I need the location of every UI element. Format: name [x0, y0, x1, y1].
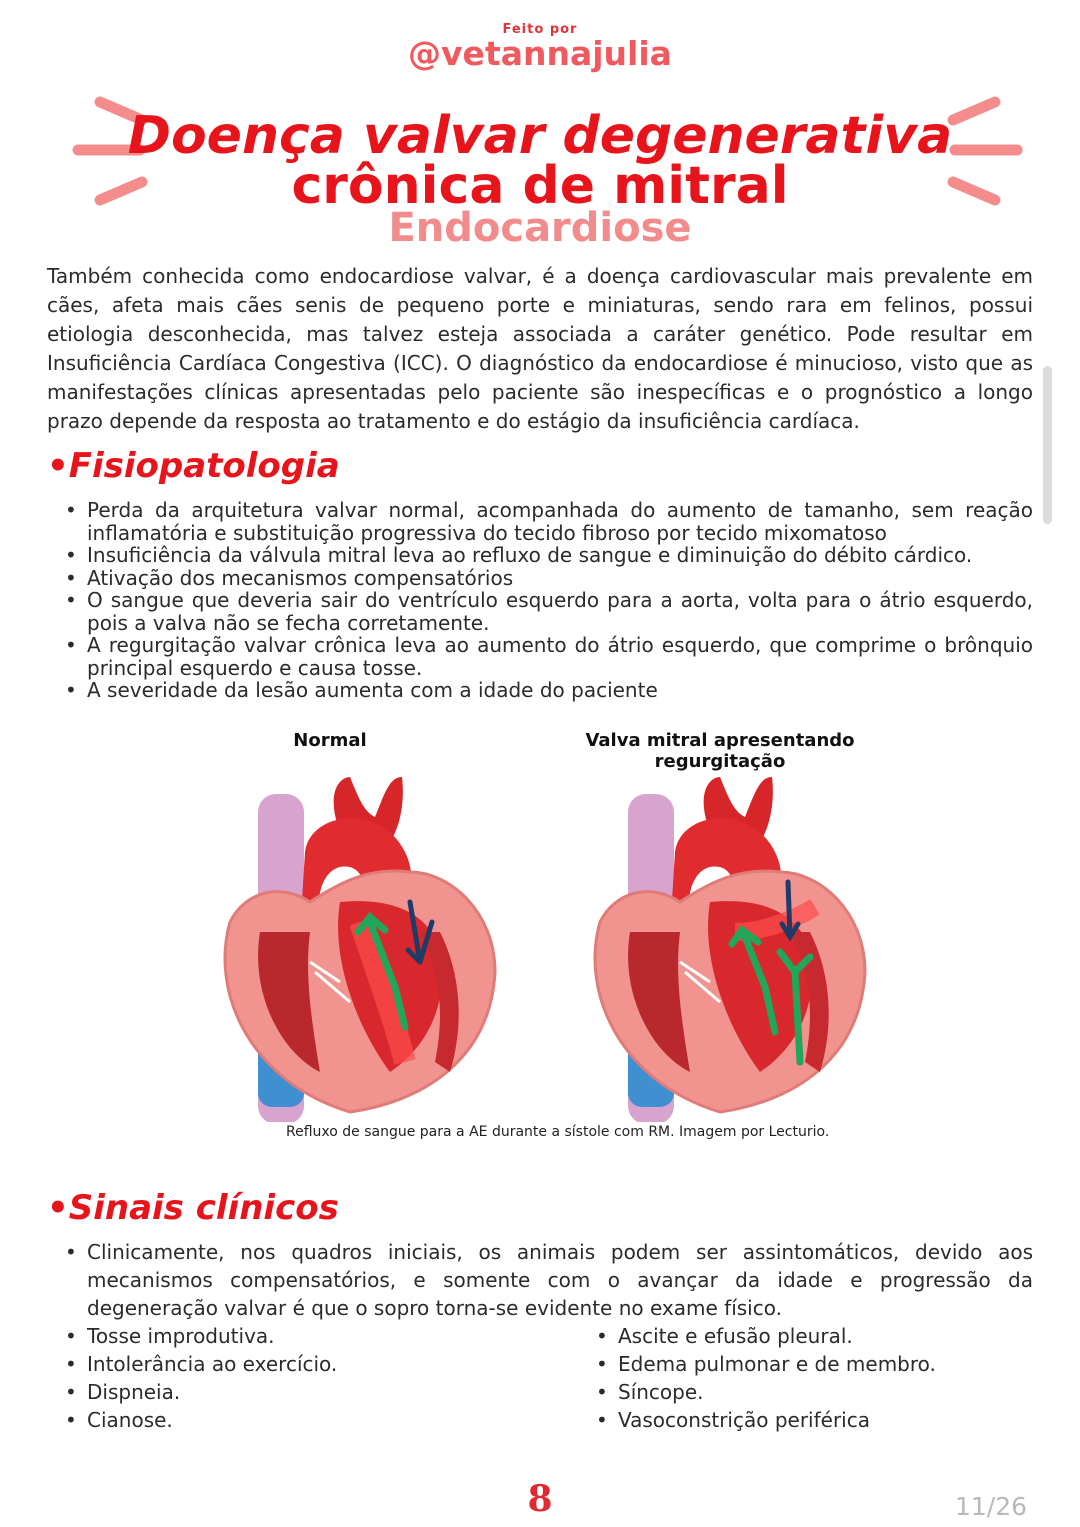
credit-label: Feito por — [502, 22, 578, 37]
page-title-line2: crônica de mitral — [291, 156, 789, 216]
list-item: • Ativação dos mecanismos compensatórios — [47, 567, 1033, 590]
section-title-fisiopatologia: •Fisiopatologia — [47, 446, 340, 486]
list-item: • A severidade da lesão aumenta com a idade do paciente — [47, 679, 1033, 702]
heart-illustration-normal — [190, 772, 510, 1122]
section-title-sinais-clinicos: •Sinais clínicos — [47, 1188, 339, 1228]
page-indicator: 11/26 — [955, 1492, 1028, 1521]
list-item: • Vasoconstrição periférica — [578, 1406, 1028, 1434]
list-item: • Dispneia. — [47, 1378, 547, 1406]
intro-paragraph: Também conhecida como endocardiose valvar, é a doença cardiovascular mais prevalente em cães, afeta mais cães senis de pequeno porte e miniaturas, sendo rara em felinos, possui etiologia desconhecida, mas talvez esteja associada a caráter genético. Pode resultar em Insuficiência Cardíaca Congestiva (ICC). O diagnóstico da endocardiose é minucioso, visto que as manifestações clínicas apresentadas pelo paciente são inespecíficas e o prognóstico a longo prazo depende da resposta ao tratamento e do estágio da insuficiência cardíaca. — [47, 264, 1033, 433]
list-item: • Insuficiência da válvula mitral leva ao refluxo de sangue e diminuição do débito cárdico. — [47, 544, 1033, 567]
sinais-left-column — [47, 1322, 547, 1434]
heart-illustration-regurgitation — [560, 772, 880, 1122]
list-item: • Edema pulmonar e de membro. — [578, 1350, 1028, 1378]
list-item: • Cianose. — [47, 1406, 547, 1434]
sinais-intro-list — [47, 1238, 1033, 1322]
list-item: • Síncope. — [578, 1378, 1028, 1406]
list-item: • Tosse improdutiva. — [47, 1322, 547, 1350]
list-item: • Intolerância ao exercício. — [47, 1350, 547, 1378]
sinais-right-column — [578, 1322, 1028, 1434]
list-item: • O sangue que deveria sair do ventrículo esquerdo para a aorta, volta para o átrio esquerdo, pois a valva não se fecha corretamente. — [47, 589, 1033, 634]
scrollbar-thumb[interactable] — [1043, 366, 1052, 524]
list-item: • A regurgitação valvar crônica leva ao aumento do átrio esquerdo, que comprime o brônquio principal esquerdo e causa tosse. — [47, 634, 1033, 679]
figure-label-regurgitation: Valva mitral apresentando regurgitação — [585, 730, 855, 772]
author-handle: @vetannajulia — [408, 34, 672, 73]
list-item: • Clinicamente, nos quadros iniciais, os animais podem ser assintomáticos, devido aos mecanismos compensatórios, e somente com o avançar da idade e progressão da degeneração valvar é que o sopro torna-se evidente no exame físico. — [47, 1238, 1033, 1322]
list-item: • Perda da arquitetura valvar normal, acompanhada do aumento de tamanho, sem reação inflamatória e substituição progressiva do tecido fibroso por tecido mixomatoso — [47, 499, 1033, 544]
list-item: • Ascite e efusão pleural. — [578, 1322, 1028, 1350]
page-number: 8 — [527, 1478, 553, 1520]
figure-caption: Refluxo de sangue para a AE durante a sístole com RM. Imagem por Lecturio. — [286, 1124, 830, 1140]
page-subtitle: Endocardiose — [388, 205, 692, 251]
figure-label-normal: Normal — [293, 730, 367, 751]
page-title-line1: Doença valvar degenerativa — [127, 106, 953, 166]
fisiopatologia-list — [47, 499, 1033, 702]
